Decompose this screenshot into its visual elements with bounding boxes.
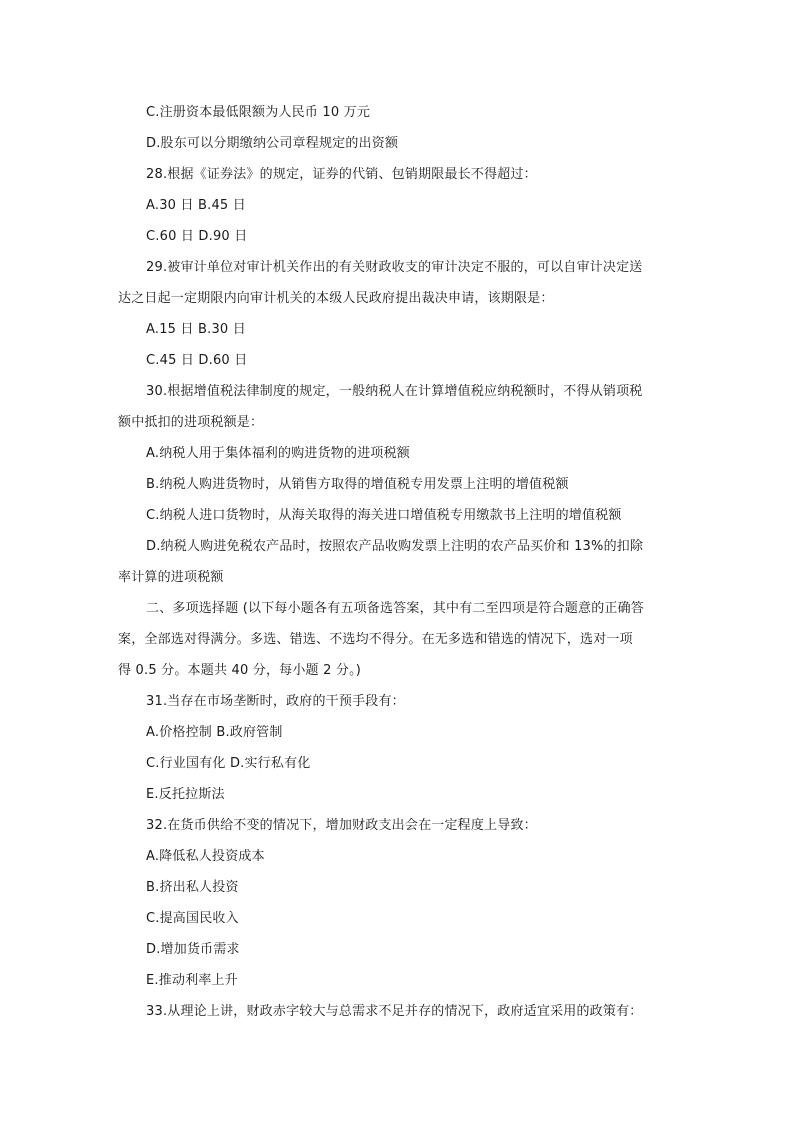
section-2-heading-line2: 案，全部选对得满分。多选、错选、不选均不得分。在无多选和错选的情况下，选对一项 (118, 632, 633, 647)
option-27d: D.股东可以分期缴纳公司章程规定的出资额 (146, 136, 399, 151)
option-27c: C.注册资本最低限额为人民币 10 万元 (146, 105, 371, 120)
section-2-heading-line3: 得 0.5 分。本题共 40 分，每小题 2 分。) (118, 663, 362, 678)
question-33: 33.从理论上讲，财政赤字较大与总需求不足并存的情况下，政府适宜采用的政策有： (146, 1004, 643, 1019)
question-29-line1: 29.被审计单位对审计机关作出的有关财政收支的审计决定不服的，可以自审计决定送 (146, 260, 643, 275)
option-31e: E.反托拉斯法 (146, 787, 225, 802)
option-30b: B.纳税人购进货物时，从销售方取得的增值税专用发票上注明的增值税额 (146, 477, 569, 492)
options-28-cd: C.60 日 D.90 日 (146, 229, 248, 244)
option-32d: D.增加货币需求 (146, 942, 240, 957)
option-32b: B.挤出私人投资 (146, 880, 239, 895)
option-32c: C.提高国民收入 (146, 911, 239, 926)
option-32e: E.推动利率上升 (146, 973, 238, 988)
options-31-cd: C.行业国有化 D.实行私有化 (146, 756, 311, 771)
option-30a: A.纳税人用于集体福利的购进货物的进项税额 (146, 446, 410, 461)
question-31: 31.当存在市场垄断时，政府的干预手段有： (146, 694, 405, 709)
question-30-line1: 30.根据增值税法律制度的规定，一般纳税人在计算增值税应纳税额时，不得从销项税 (146, 384, 643, 399)
question-30-line2: 额中抵扣的进项税额是： (118, 415, 264, 430)
section-2-heading-line1: 二、多项选择题 (以下每小题各有五项备选答案，其中有二至四项是符合题意的正确答 (146, 601, 645, 616)
options-28-ab: A.30 日 B.45 日 (146, 198, 246, 213)
option-30d-line1: D.纳税人购进免税农产品时，按照农产品收购发票上注明的农产品买价和 13%的扣除 (146, 539, 644, 554)
options-31-ab: A.价格控制 B.政府管制 (146, 725, 283, 740)
options-29-cd: C.45 日 D.60 日 (146, 353, 248, 368)
options-29-ab: A.15 日 B.30 日 (146, 322, 246, 337)
question-28: 28.根据《证券法》的规定，证券的代销、包销期限最长不得超过： (146, 167, 537, 182)
option-32a: A.降低私人投资成本 (146, 849, 265, 864)
question-29-line2: 达之日起一定期限内向审计机关的本级人民政府提出裁决申请，该期限是： (118, 291, 554, 306)
option-30c: C.纳税人进口货物时，从海关取得的海关进口增值税专用缴款书上注明的增值税额 (146, 508, 622, 523)
question-32: 32.在货币供给不变的情况下，增加财政支出会在一定程度上导致： (146, 818, 537, 833)
option-30d-line2: 率计算的进项税额 (118, 570, 224, 585)
